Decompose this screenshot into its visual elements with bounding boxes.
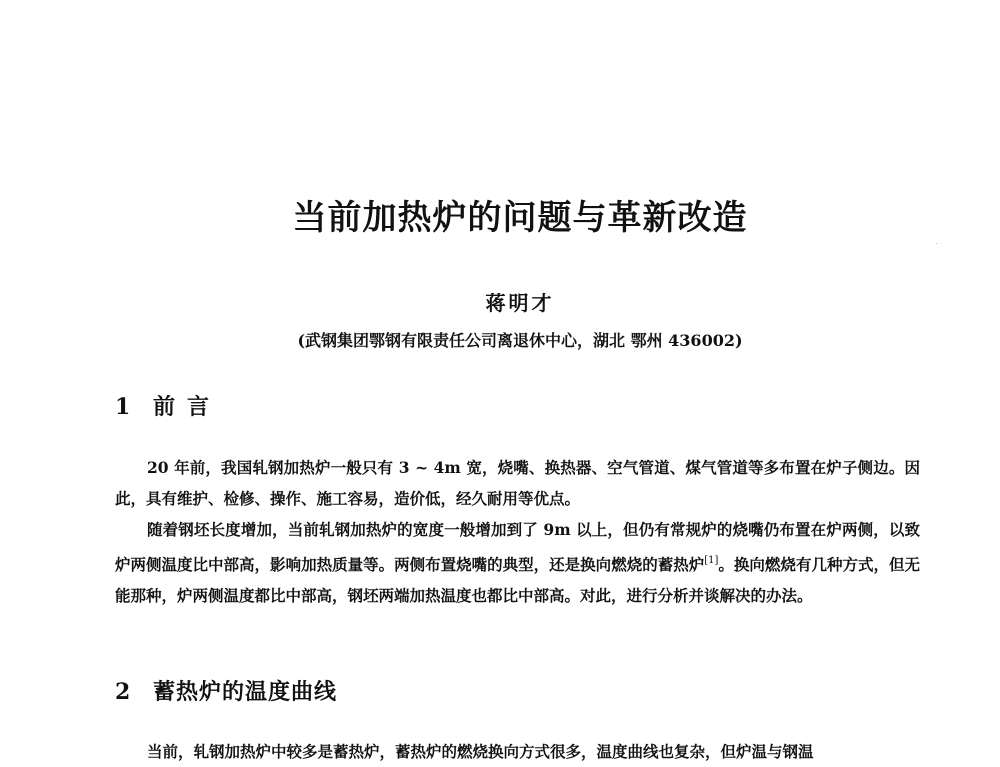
- paragraph-text: 随着钢坯长度增加，当前轧钢加热炉的宽度一般增加到了 9m 以上，但仍有常规炉的烧嘴仍布置在炉两侧，以致炉两侧温度比中部高，影响加热质量等。两侧布置烧嘴的典型，还是换向燃烧的蓄热炉: [115, 520, 920, 574]
- scan-speck: [936, 243, 937, 244]
- author-name: 蒋明才: [485, 291, 555, 315]
- section-label: 前言: [153, 394, 222, 420]
- body-paragraph: [115, 514, 920, 611]
- author-affiliation: (武钢集团鄂钢有限责任公司离退休中心，湖北 鄂州 436002): [297, 331, 743, 350]
- body-paragraph: 当前，轧钢加热炉中较多是蓄热炉，蓄热炉的燃烧换向方式很多，温度曲线也复杂，但炉温与钢温: [147, 742, 814, 761]
- section-label: 蓄热炉的温度曲线: [153, 680, 338, 705]
- paper-title: 当前加热炉的问题与革新改造: [292, 198, 748, 238]
- paragraph-text: 。换向燃烧有几种方式，但无能那种，炉两侧温度都比中部高，钢坯两端加热温度也都比中部高。对此，进行分析并谈解决的办法。: [115, 555, 920, 605]
- citation-reference: [1]: [704, 555, 719, 566]
- section-number: 2: [115, 679, 131, 705]
- body-paragraph: 20 年前，我国轧钢加热炉一般只有 3 ~ 4m 宽，烧嘴、换热器、空气管道、煤气管道等多布置在炉子侧边。因此，具有维护、检修、操作、施工容易，造价低，经久耐用等优点。: [115, 458, 920, 508]
- section-heading-temperature-curve: [115, 675, 337, 706]
- section-number: 1: [115, 394, 131, 420]
- section-heading-introduction: [115, 390, 221, 421]
